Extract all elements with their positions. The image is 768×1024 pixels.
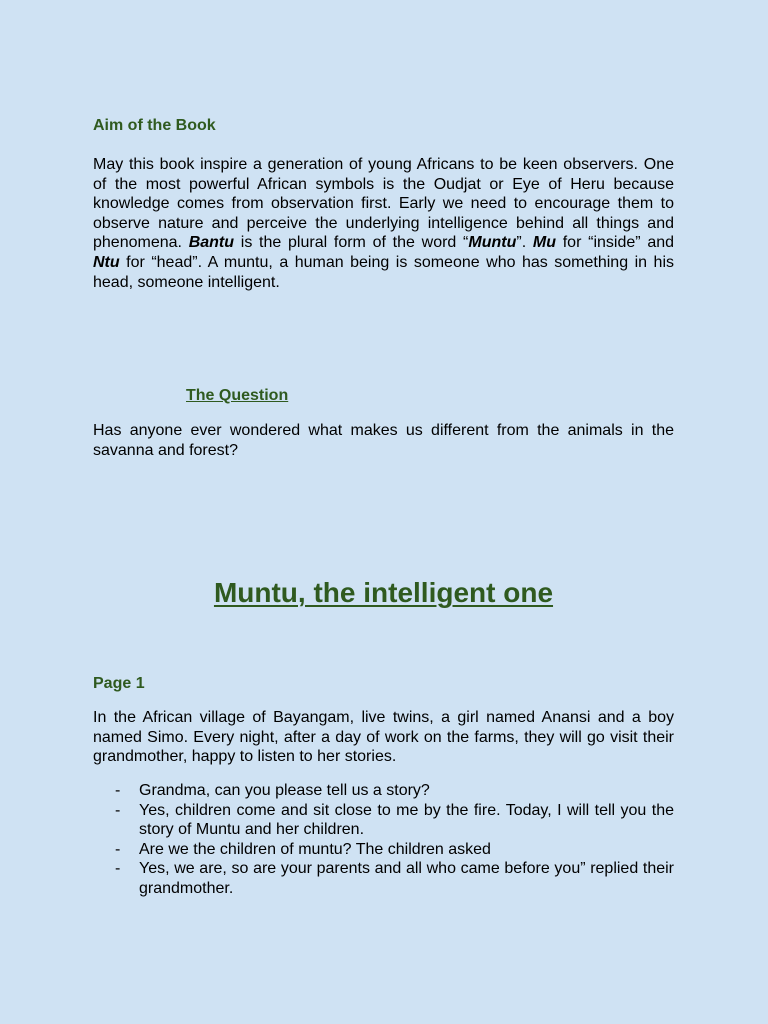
question-heading-wrap (93, 386, 674, 406)
dash-bullet: - (115, 801, 121, 819)
aim-heading: Aim of the Book (93, 117, 216, 134)
aim-mu: Mu (532, 234, 556, 252)
aim-text-1: May this book inspire a generation of young Africans to be keen observers. One of the most powerful African symbols is the Oudjat or Eye of Heru because knowledge comes from observation first. Early we need to encourage them to observe nature and perceive the underlying intelligence behind all things and phenomena. (93, 156, 674, 252)
aim-section (93, 116, 674, 136)
dialogue-text: Are we the children of muntu? The children asked (139, 840, 491, 858)
page1-text: In the African village of Bayangam, live twins, a girl named Anansi and a boy named Simo. Every night, after a day of work on the farms, they will go visit their grandmother, happy to listen to her stories. (93, 709, 674, 766)
page1-text-wrap (93, 708, 674, 767)
main-title-wrap (93, 576, 674, 610)
page1-heading-wrap (93, 674, 674, 694)
dialogue-list (93, 781, 674, 899)
aim-text-5: for “head”. A muntu, a human being is someone who has something in his head, someone intelligent. (93, 253, 674, 291)
dialogue-line (93, 859, 674, 898)
dialogue-text: Yes, we are, so are your parents and all who came before you” replied their grandmother. (139, 860, 674, 897)
aim-text-3: ”. (516, 234, 533, 252)
dialogue-line (93, 781, 674, 801)
dialogue-line (93, 840, 674, 860)
page1-heading: Page 1 (93, 675, 145, 692)
aim-muntu: Muntu (468, 234, 517, 252)
aim-text-4: for “inside” and (556, 234, 675, 252)
dialogue-text: Yes, children come and sit close to me by the fire. Today, I will tell you the story of Muntu and her children. (139, 801, 674, 839)
dash-bullet: - (115, 782, 121, 799)
question-heading: The Question (186, 387, 289, 404)
dialogue-text: Grandma, can you please tell us a story? (139, 782, 430, 799)
question-text: Has anyone ever wondered what makes us different from the animals in the savanna and forest? (93, 422, 674, 459)
dialogue-wrap (93, 781, 674, 899)
main-title: Muntu, the intelligent one (213, 577, 554, 608)
aim-paragraph-wrap (93, 155, 674, 292)
question-text-wrap (93, 421, 674, 460)
aim-paragraph (93, 155, 674, 292)
dash-bullet: - (115, 840, 121, 858)
aim-bantu: Bantu (188, 234, 235, 252)
dash-bullet: - (115, 860, 121, 878)
aim-text-2: is the plural form of the word “ (234, 234, 469, 252)
aim-ntu: Ntu (93, 253, 120, 271)
dialogue-line (93, 801, 674, 840)
